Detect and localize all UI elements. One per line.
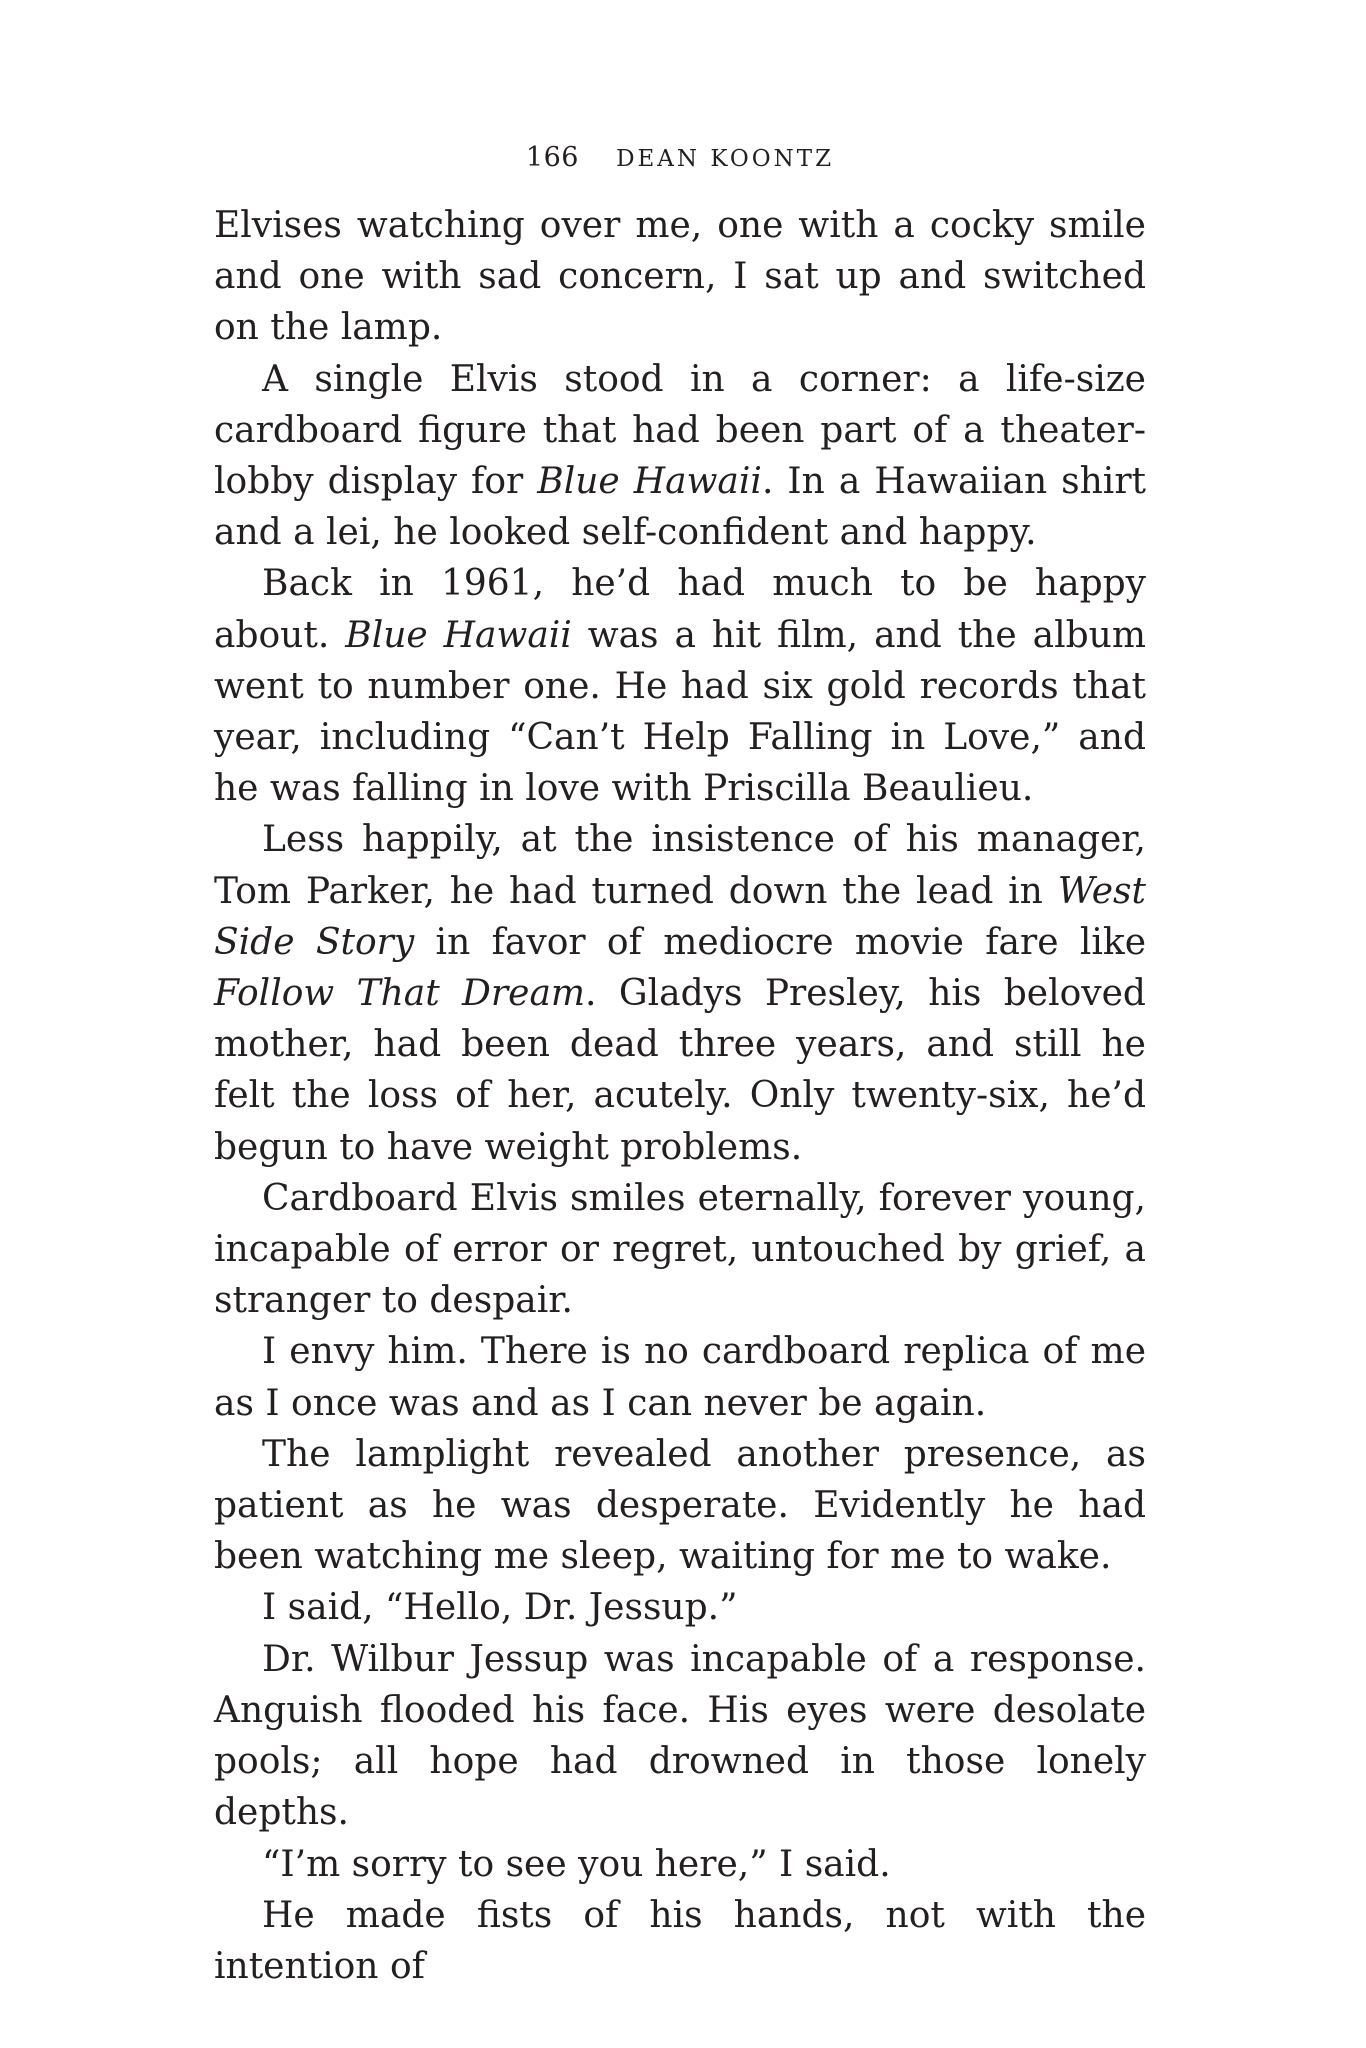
text-run: The lamplight revealed another presence, as patient as he was desperate. Evidently he had been watching me sleep, waiting for me to wake. (214, 1433, 1146, 1578)
text-run: I said, “Hello, Dr. Jessup.” (262, 1587, 738, 1629)
paragraph (214, 558, 1146, 814)
text-run: Dr. Wilbur Jessup was incapable of a response. Anguish flooded his face. His eyes were desolate pools; all hope had drowned in those lonely depths. (214, 1638, 1146, 1834)
text-run: . Gladys Presley, his beloved mother, had been dead three years, and still he felt the loss of her, acutely. Only twenty-six, he’d begun to have weight problems. (214, 973, 1146, 1168)
paragraph (214, 200, 1146, 354)
book-page (214, 0, 1146, 2048)
text-run: Back in 1961, he’d had much to be happy about. (214, 563, 1146, 656)
text-run: was a hit film, and the album went to number one. He had six gold records that year, including “Can’t Help Falling in Love,” and he was falling in love with Priscilla Beaulieu. (214, 614, 1146, 810)
text-run: I envy him. There is no cardboard replica of me as I once was and as I can never be again. (214, 1331, 1146, 1424)
italic-title: Follow That Dream (214, 973, 586, 1015)
text-run: Elvises watching over me, one with a cocky smile and one with sad concern, I sat up and switched on the lamp. (214, 205, 1146, 349)
italic-title: Blue Hawaii (537, 461, 762, 503)
text-run: in favor of mediocre movie fare like (414, 921, 1146, 963)
italic-title: West Side Story (214, 870, 1146, 963)
running-head-author: DEAN KOONTZ (616, 146, 835, 172)
text-run: “I’m sorry to see you here,” I said. (262, 1843, 891, 1885)
text-run: He made fists of his hands, not with the intention of (214, 1894, 1146, 1987)
paragraph (214, 1582, 1146, 1633)
text-run: Less happily, at the insistence of his manager, Tom Parker, he had turned down the lead in (214, 819, 1146, 912)
text-run: Cardboard Elvis smiles eternally, forever young, incapable of error or regret, untouched by grief, a stranger to despair. (214, 1177, 1146, 1322)
running-head (214, 142, 1146, 173)
text-run: . In a Hawaiian shirt and a lei, he looked self-confident and happy. (214, 461, 1146, 554)
paragraph (214, 1173, 1146, 1327)
paragraph (214, 814, 1146, 1172)
paragraph (214, 1890, 1146, 1992)
italic-title: Blue Hawaii (345, 614, 572, 656)
paragraph (214, 354, 1146, 559)
paragraph (214, 1326, 1146, 1428)
paragraph (214, 1839, 1146, 1890)
paragraph (214, 1429, 1146, 1583)
paragraph (214, 1634, 1146, 1839)
page-number: 166 (525, 142, 579, 173)
body-text (214, 200, 1146, 1992)
text-run: A single Elvis stood in a corner: a life-size cardboard figure that had been part of a theater-lobby display for (214, 358, 1146, 503)
